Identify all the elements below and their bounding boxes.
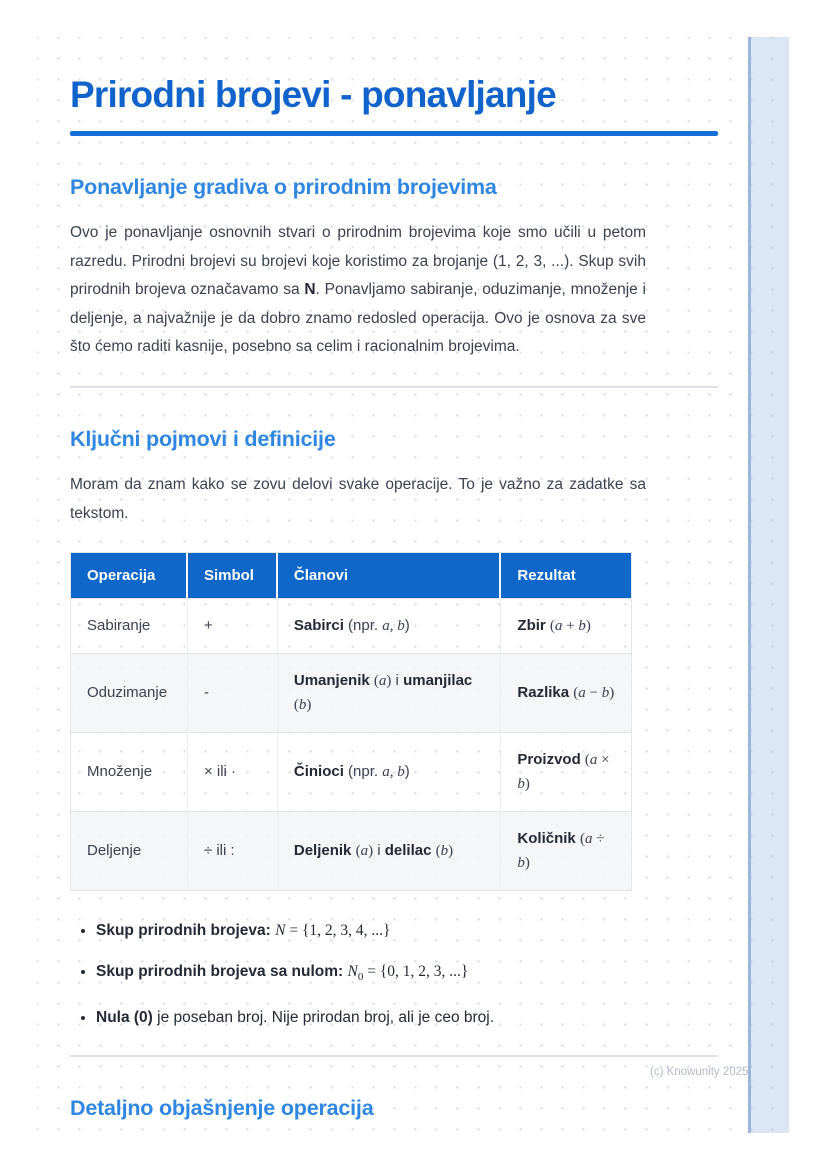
document-content (70, 37, 718, 1121)
key-facts-list (70, 919, 718, 1030)
cell-members: Deljenik (a) i delilac (b) (278, 811, 502, 890)
table-row-sabiranje (71, 598, 631, 653)
cell-symbol: + (188, 598, 278, 653)
section-heading-ponavljanje: Ponavljanje gradiva o prirodnim brojevima (70, 175, 497, 200)
column-header-simbol: Simbol (188, 553, 278, 598)
list-item-nula: • Nula (0) je poseban broj. Nije prirodan broj, ali je ceo broj. (96, 1006, 718, 1030)
cell-symbol: × ili · (188, 732, 278, 811)
section-heading-detaljno: Detaljno objašnjenje operacija (70, 1096, 374, 1121)
paragraph-intro: Ovo je ponavljanje osnovnih stvari o prirodnim brojevima koje smo učili u petom razredu. Prirodni brojevi su brojevi koje koristimo za brojanje (1, 2, 3, ...). Skup svih prirodnih brojeva označavamo sa N. Ponavljamo sabiranje, oduzimanje, množenje i deljenje, a najvažnije je da dobro znamo redosled operacija. Ovo je osnova za sve što ćemo raditi kasnije, posebno sa celim i racionalnim brojevima. (70, 224, 646, 356)
cell-result: Proizvod (a × b) (501, 732, 631, 811)
operations-table-header (71, 553, 631, 598)
section-heading-kljucni-pojmovi: Ključni pojmovi i definicije (70, 427, 336, 452)
cell-symbol: ÷ ili : (188, 811, 278, 890)
notebook-page (37, 37, 789, 1133)
section-divider (70, 1055, 718, 1057)
cell-symbol: - (188, 653, 278, 732)
column-header-rezultat: Rezultat (501, 553, 631, 598)
column-header-clanovi: Članovi (278, 553, 502, 598)
cell-members: Umanjenik (a) i umanjilac (b) (278, 653, 502, 732)
cell-members: Sabirci (npr. a, b) (278, 598, 502, 653)
cell-result: Količnik (a ÷ b) (501, 811, 631, 890)
cell-result: Zbir (a + b) (501, 598, 631, 653)
cell-operation: Oduzimanje (71, 653, 188, 732)
cell-operation: Sabiranje (71, 598, 188, 653)
right-margin-band (751, 37, 789, 1133)
paragraph-kljucni-pojmovi: Moram da znam kako se zovu delovi svake operacije. To je važno za zadatke sa tekstom. (70, 476, 646, 522)
list-item-skup-n: • Skup prirodnih brojeva: N = {1, 2, 3, 4, ...} (96, 919, 718, 943)
section-divider (70, 386, 718, 388)
title-underline-rule (70, 131, 718, 136)
table-row-mnozenje (71, 732, 631, 811)
table-row-deljenje (71, 811, 631, 890)
cell-members: Činioci (npr. a, b) (278, 732, 502, 811)
page-title: Prirodni brojevi - ponavljanje (70, 74, 556, 115)
table-row-oduzimanje (71, 653, 631, 732)
cell-result: Razlika (a − b) (501, 653, 631, 732)
operations-table (70, 552, 632, 891)
cell-operation: Deljenje (71, 811, 188, 890)
cell-operation: Množenje (71, 732, 188, 811)
footer-copyright: (c) Knowunity 2025 (650, 1066, 749, 1078)
list-item-skup-n0: • Skup prirodnih brojeva sa nulom: $N_0 = \{0$, 1, 2, 3, ...} (96, 960, 718, 989)
column-header-operacija: Operacija (71, 553, 188, 598)
right-margin-line (748, 37, 751, 1133)
